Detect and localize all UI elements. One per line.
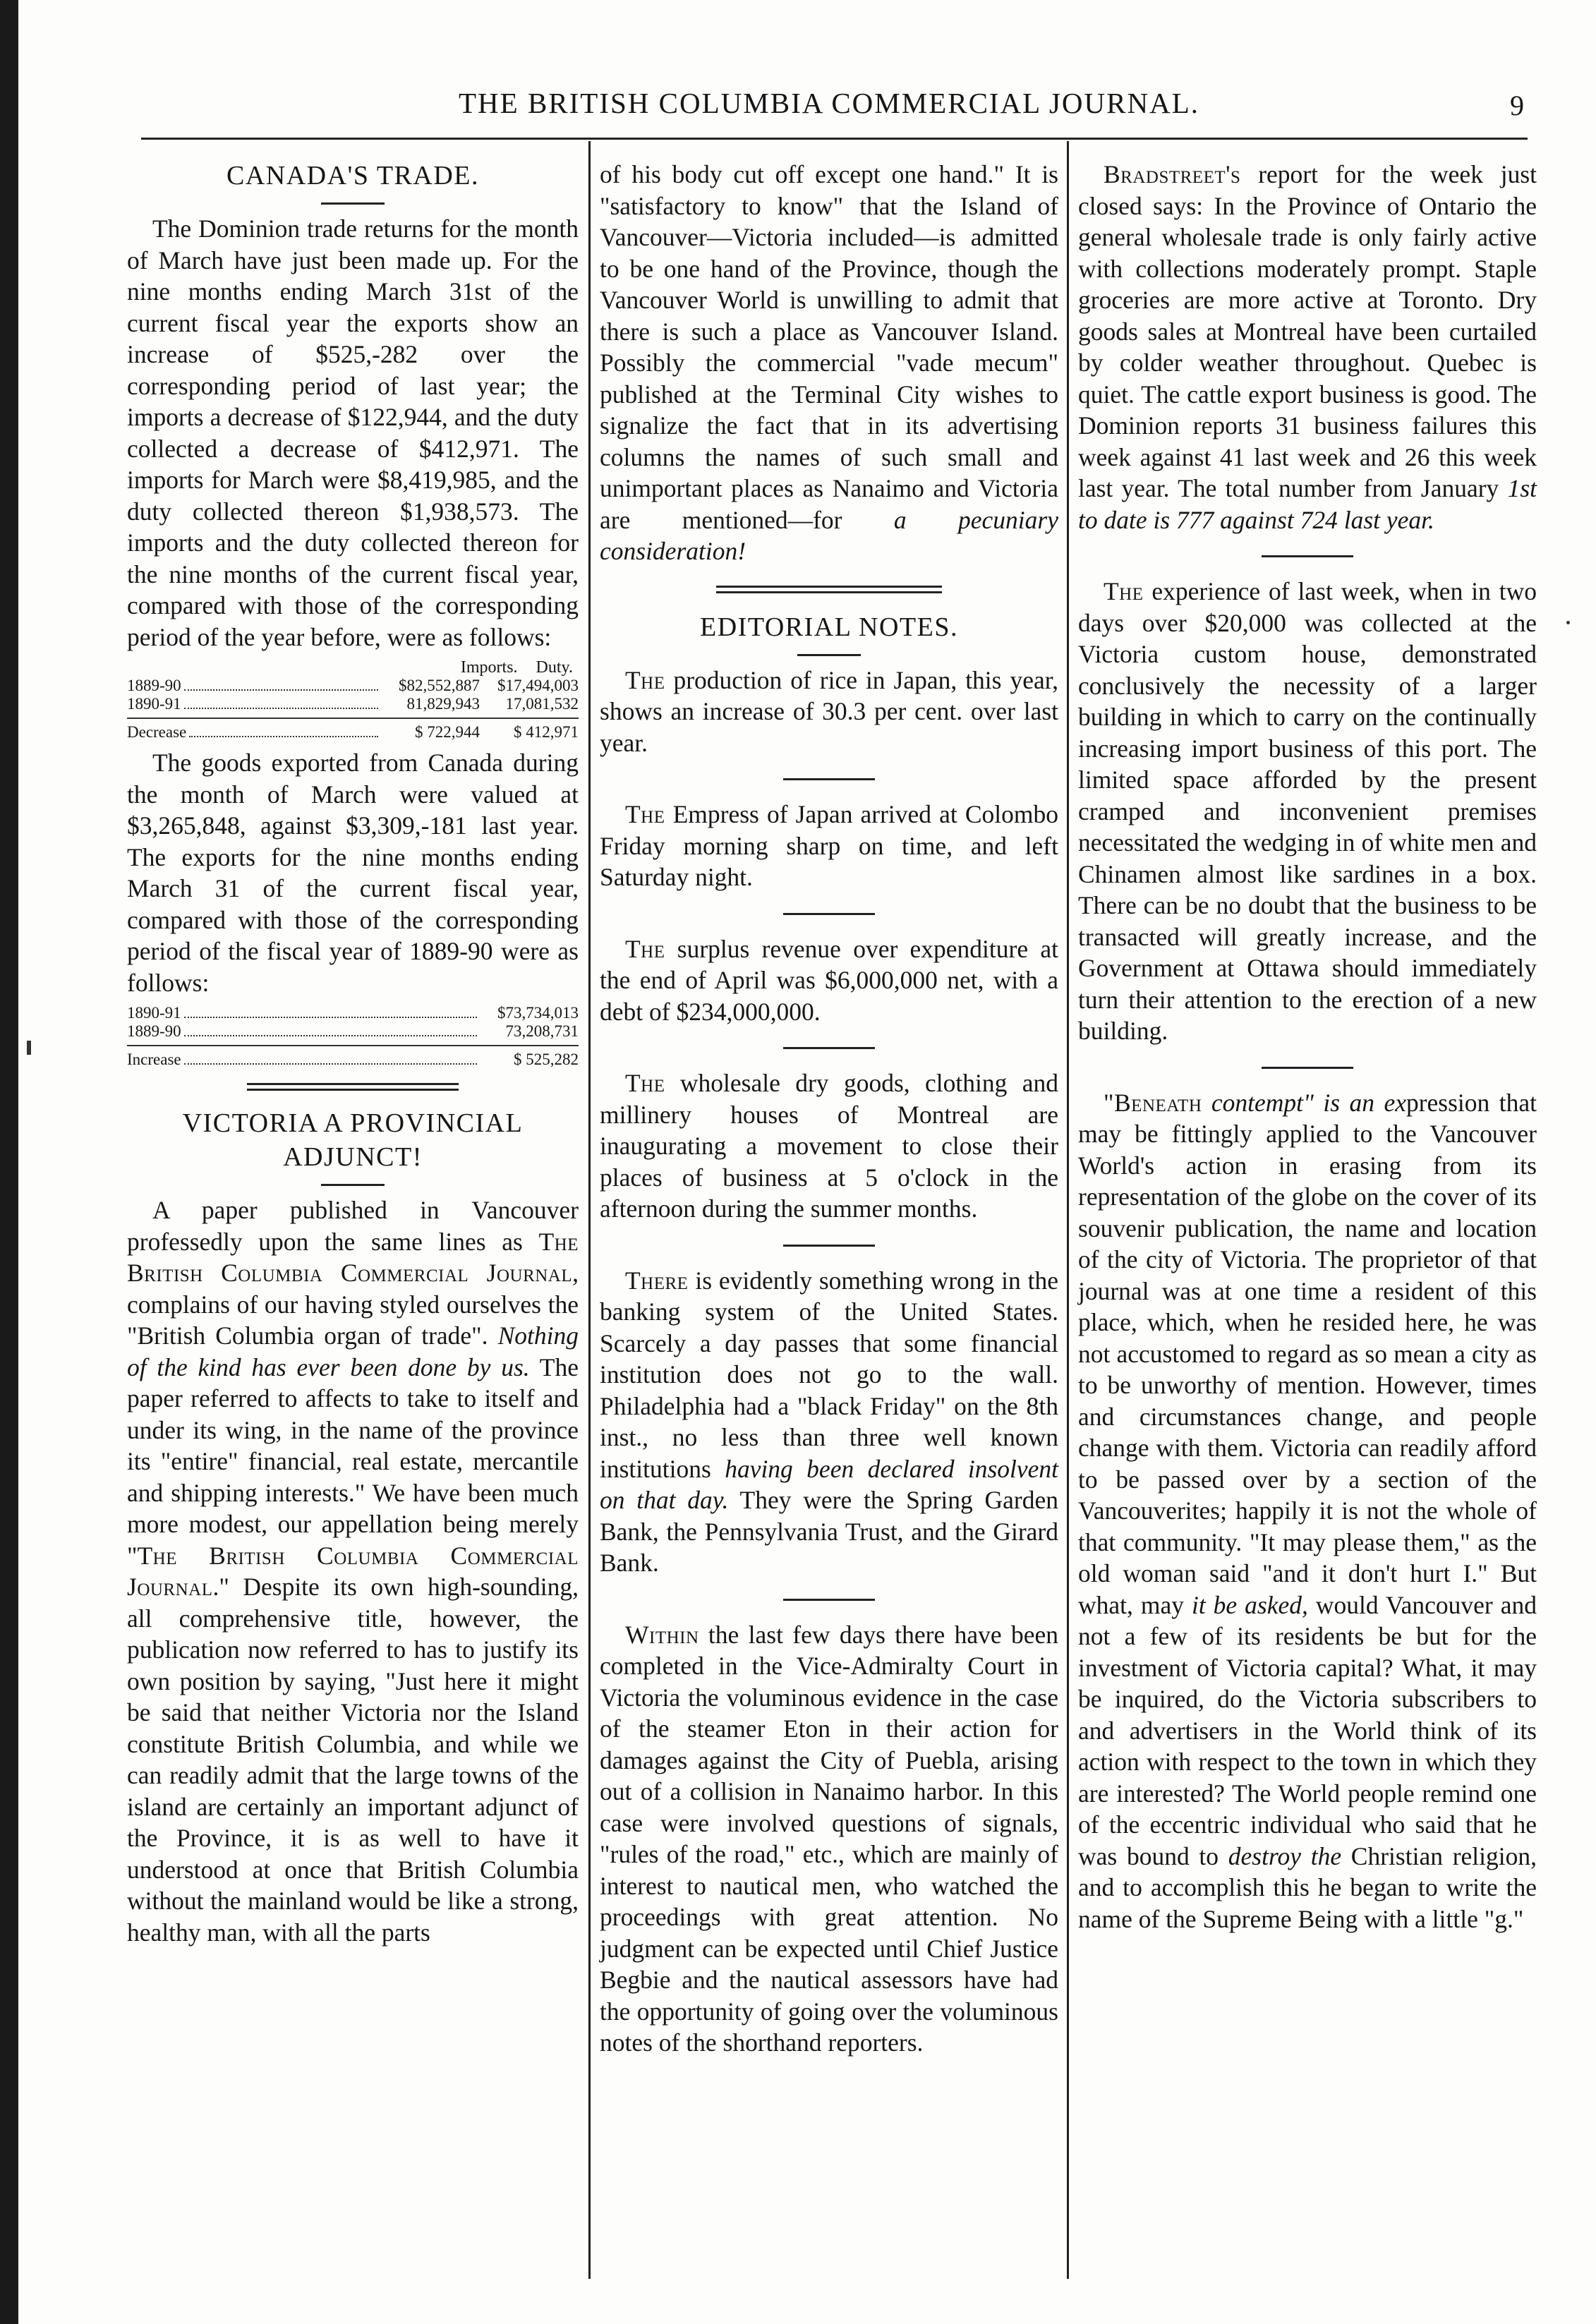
- note-bradstreets: [1078, 159, 1537, 535]
- trade-paragraph-1: The Dominion trade returns for the month of March have just been made up. For the nine months ending March 31st of the current fiscal year the exports show an increase of $525,-282 over the corresponding period of last year; the imports a decrease of $122,944, and the duty collected a decrease of $412,971. The imports for March were $8,419,985, and the duty collected thereon $1,938,573. The imports and the duty collected thereon for the nine months of the current fiscal year, compared with those of the corresponding period of the year before, were as follows:: [127, 214, 579, 651]
- table-sum-imports: $ 722,944: [415, 723, 480, 741]
- note-custom-house: [1078, 576, 1537, 1047]
- text-run: of his body cut off except one hand." It is "satisfactory to know" that the Island of Vancouver—Victoria included—is admitted to be one hand of the Province, though the Vancouver World is unwilling to admit that there is such a place as Vancouver Island. Possibly the commercial "vade mecum" published at the Terminal City wishes to signalize the fact that in its advertising columns the names of such small and unimportant places as Nanaimo and Victoria are mentioned—for: [600, 160, 1058, 534]
- editorial-notes-heading: EDITORIAL NOTES.: [700, 612, 958, 642]
- italic-text: having been declared insolvent on that day.: [600, 1454, 1058, 1514]
- note-empress: [600, 799, 1058, 893]
- italic-text: it be asked,: [1191, 1590, 1308, 1619]
- note-rice: [600, 665, 1058, 759]
- note-lead: The: [625, 800, 665, 828]
- table-sum-value: $ 525,282: [514, 1051, 579, 1068]
- journal-name: The British Columbia Commercial Journal: [127, 1541, 579, 1601]
- journal-name: The British Columbia Commercial Journal: [127, 1227, 579, 1287]
- table-duty-value: $17,494,003: [497, 677, 579, 694]
- note-surplus: [600, 933, 1058, 1028]
- heading-rule: [797, 654, 861, 656]
- text-run: ." Despite its own high-sounding, all comprehensive title, however, the publication now referred to has to justify its own position by saying, "Just here it might be said that neither Victoria nor the Island constitute British Columbia, and while we can readily admit that the large towns of the island are certainly an important adjunct of the Province, it is as well to have it understood at once that British Columbia without the mainland would be like a strong, healthy man, with all the parts: [127, 1573, 579, 1947]
- table-sum-duty: $ 412,971: [514, 723, 579, 741]
- note-separator: [783, 778, 875, 780]
- exports-table: [127, 1004, 579, 1069]
- column-rule-2: [1067, 141, 1069, 2279]
- table-imports-value: 81,829,943: [406, 695, 480, 713]
- italic-text: contempt" is an ex: [1202, 1088, 1406, 1117]
- section-double-rule: [716, 586, 942, 593]
- column-2: [600, 159, 1058, 2059]
- table-duty-value: 17,081,532: [505, 695, 579, 713]
- scan-mark-dot: [1566, 621, 1570, 624]
- table-export-value: 73,208,731: [505, 1022, 579, 1040]
- imports-duty-table: [127, 658, 579, 742]
- page-number: 9: [1510, 90, 1524, 121]
- table-total-row: [127, 1045, 579, 1069]
- scan-edge-bar: [0, 0, 18, 2324]
- italic-text: a pecuniary consideration!: [600, 505, 1058, 565]
- leader-dots: [184, 1017, 477, 1018]
- table-sum-label: Decrease: [127, 723, 187, 741]
- table-imports-value: $82,552,887: [399, 677, 480, 694]
- note-body: surplus revenue over expenditure at the end of April was $6,000,000 net, with a debt of $234,000,000.: [600, 934, 1058, 1026]
- page-header: [141, 86, 1524, 128]
- scan-mark: [27, 1041, 31, 1055]
- note-body: pression that may be fittingly applied to the Vancouver World's action in erasing from its representation of the globe on the cover of its souvenir publication, the name and location of the city of Victoria. The proprietor of that journal was at one time a resident of this place, which, when he resided here, he was not accustomed to regard as so mean a city as to be unworthy of mention. However, times and circumstances change, and people change with them. Victoria can readily afford to be passed over by a section of the Vancouverites; happily it is not the whole of that community. "It may please them," as the old woman said "and it don't hurt I." But what, may: [1078, 1088, 1537, 1619]
- note-separator: [783, 913, 875, 915]
- leader-dots: [184, 708, 378, 709]
- note-body: wholesale dry goods, clothing and millinery houses of Montreal are inaugurating a movement to close their places of business at 5 o'clock in the afternoon during the summer months.: [600, 1069, 1058, 1223]
- table-row: [127, 1022, 579, 1041]
- table-total-row: [127, 718, 579, 742]
- imports-duty-table-header: [127, 658, 579, 677]
- text-run: The paper referred to affects to take to itself and under its wing, in the name of the province its "entire" financial, real estate, mercantile and shipping interests." We have been much more modest, our appellation being merely ": [127, 1352, 579, 1570]
- note-lead: Bradstreet's: [1104, 160, 1241, 188]
- note-separator: [783, 1047, 875, 1049]
- note-montreal: [600, 1067, 1058, 1225]
- table-year: 1889-90: [127, 1022, 181, 1040]
- note-body: would Vancouver and not a few of its residents be but for the investment of Victoria capital? What, it may be inquired, do the Victoria subscribers to and advertisers in the World think of its action with respect to the town in which they are interested? The World people remind one of the eccentric individual who said that he was bound to: [1078, 1590, 1537, 1870]
- heading-rule: [321, 1184, 385, 1186]
- note-lead: The: [1104, 577, 1144, 605]
- table-year: 1890-91: [127, 1004, 181, 1022]
- table-sum-label: Increase: [127, 1051, 181, 1068]
- duty-column-header: Duty.: [536, 658, 573, 677]
- italic-text: 1st to date is 777 against 724 last year.: [1078, 474, 1537, 534]
- note-lead: There: [625, 1266, 689, 1295]
- note-body: report for the week just closed says: In the Province of Ontario the general wholesale trade is only fairly active with collections moderately prompt. Staple groceries are more active at Toronto. Dry goods sales at Montreal have been curtailed by colder weather throughout. Quebec is quiet. The cattle export business is good. The Dominion reports 31 business failures this week against 41 last week and 26 this week last year. The total number from January: [1078, 160, 1537, 502]
- trade-paragraph-2: The goods exported from Canada during the month of March were valued at $3,265,848, against $3,309,-181 last year. The exports for the nine months ending March 31 of the current fiscal year, compared with those of the corresponding period of the fiscal year of 1889-90 were as follows:: [127, 749, 579, 997]
- note-separator: [1262, 1067, 1353, 1069]
- column-rule-1: [588, 141, 591, 2279]
- table-row: [127, 1004, 579, 1022]
- note-lead: Within: [625, 1620, 699, 1649]
- note-body: Christian religion, and to accomplish this he began to write the name of the Supreme Being with a little "g.": [1078, 1841, 1537, 1933]
- leader-dots: [189, 736, 378, 737]
- text-run: , complains of our having styled ourselves the "British Columbia organ of trade".: [127, 1259, 579, 1350]
- note-beneath-contempt: [1078, 1087, 1537, 1935]
- section-double-rule: [247, 1083, 459, 1091]
- leader-dots: [184, 1063, 477, 1065]
- victoria-paragraph: [127, 1194, 579, 1948]
- note-body: They were the Spring Garden Bank, the Pennsylvania Trust, and the Girard Bank.: [600, 1486, 1058, 1577]
- note-separator: [783, 1245, 875, 1247]
- note-lead: The: [625, 1069, 665, 1097]
- note-lead: "Beneath: [1104, 1088, 1202, 1117]
- note-body: production of rice in Japan, this year, shows an increase of 30.3 per cent. over last year.: [600, 665, 1058, 757]
- table-export-value: $73,734,013: [497, 1004, 579, 1022]
- column-3: [1078, 159, 1537, 1935]
- note-banking: [600, 1265, 1058, 1579]
- italic-text: destroy the: [1228, 1841, 1342, 1870]
- table-year: 1889-90: [127, 677, 181, 694]
- leader-dots: [184, 689, 378, 691]
- note-body: is evidently something wrong in the banking system of the United States. Scarcely a day passes that some financial institution does not go to the wall. Philadelphia had a "black Friday" on the 8th inst., no less than three well known institutions: [600, 1266, 1058, 1483]
- header-rule: [141, 138, 1528, 140]
- note-lead: The: [625, 934, 665, 963]
- note-body: Empress of Japan arrived at Colombo Friday morning sharp on time, and left Saturday night.: [600, 800, 1058, 891]
- column-1: [127, 159, 579, 1948]
- note-separator: [1262, 555, 1353, 557]
- heading-rule: [321, 202, 385, 205]
- table-row: [127, 677, 579, 695]
- note-separator: [783, 1599, 875, 1601]
- canadas-trade-heading: CANADA'S TRADE.: [226, 161, 479, 190]
- journal-title: THE BRITISH COLUMBIA COMMERCIAL JOURNAL.: [459, 87, 1199, 119]
- victoria-heading: VICTORIA A PROVINCIAL ADJUNCT!: [182, 1108, 524, 1172]
- leader-dots: [184, 1035, 477, 1036]
- italic-text: Nothing of the kind has ever been done by us.: [127, 1321, 579, 1381]
- table-row: [127, 695, 579, 713]
- table-year: 1890-91: [127, 695, 181, 713]
- note-lead: The: [625, 665, 665, 694]
- note-admiralty: [600, 1619, 1058, 2059]
- imports-column-header: Imports.: [460, 658, 518, 677]
- note-body: the last few days there have been completed in the Vice-Admiralty Court in Victoria the voluminous evidence in the case of the steamer Eton in their action for damages against the City of Puebla, arising out of a collision in Nanaimo harbor. In this case were involved questions of signals, "rules of the road," etc., which are mainly of interest to nautical men, who watched the proceedings with great attention. No judgment can be expected until Chief Justice Begbie and the nautical assessors have had the opportunity of going over the voluminous notes of the shorthand reporters.: [600, 1620, 1058, 2057]
- continued-paragraph: [600, 159, 1058, 567]
- note-body: experience of last week, when in two days over $20,000 was collected at the Victoria custom house, demonstrated conclusively the necessity of a larger building in which to carry on the continually increasing import business of this port. The limited space afforded by the present cramped and inconvenient premises necessitated the wedging in of white men and Chinamen almost like sardines in a box. There can be no doubt that the business to be transacted will greatly increase, and the Government at Ottawa should immediately turn their attention to the erection of a new building.: [1078, 577, 1537, 1045]
- text-run: A paper published in Vancouver professedly upon the same lines as: [127, 1196, 579, 1256]
